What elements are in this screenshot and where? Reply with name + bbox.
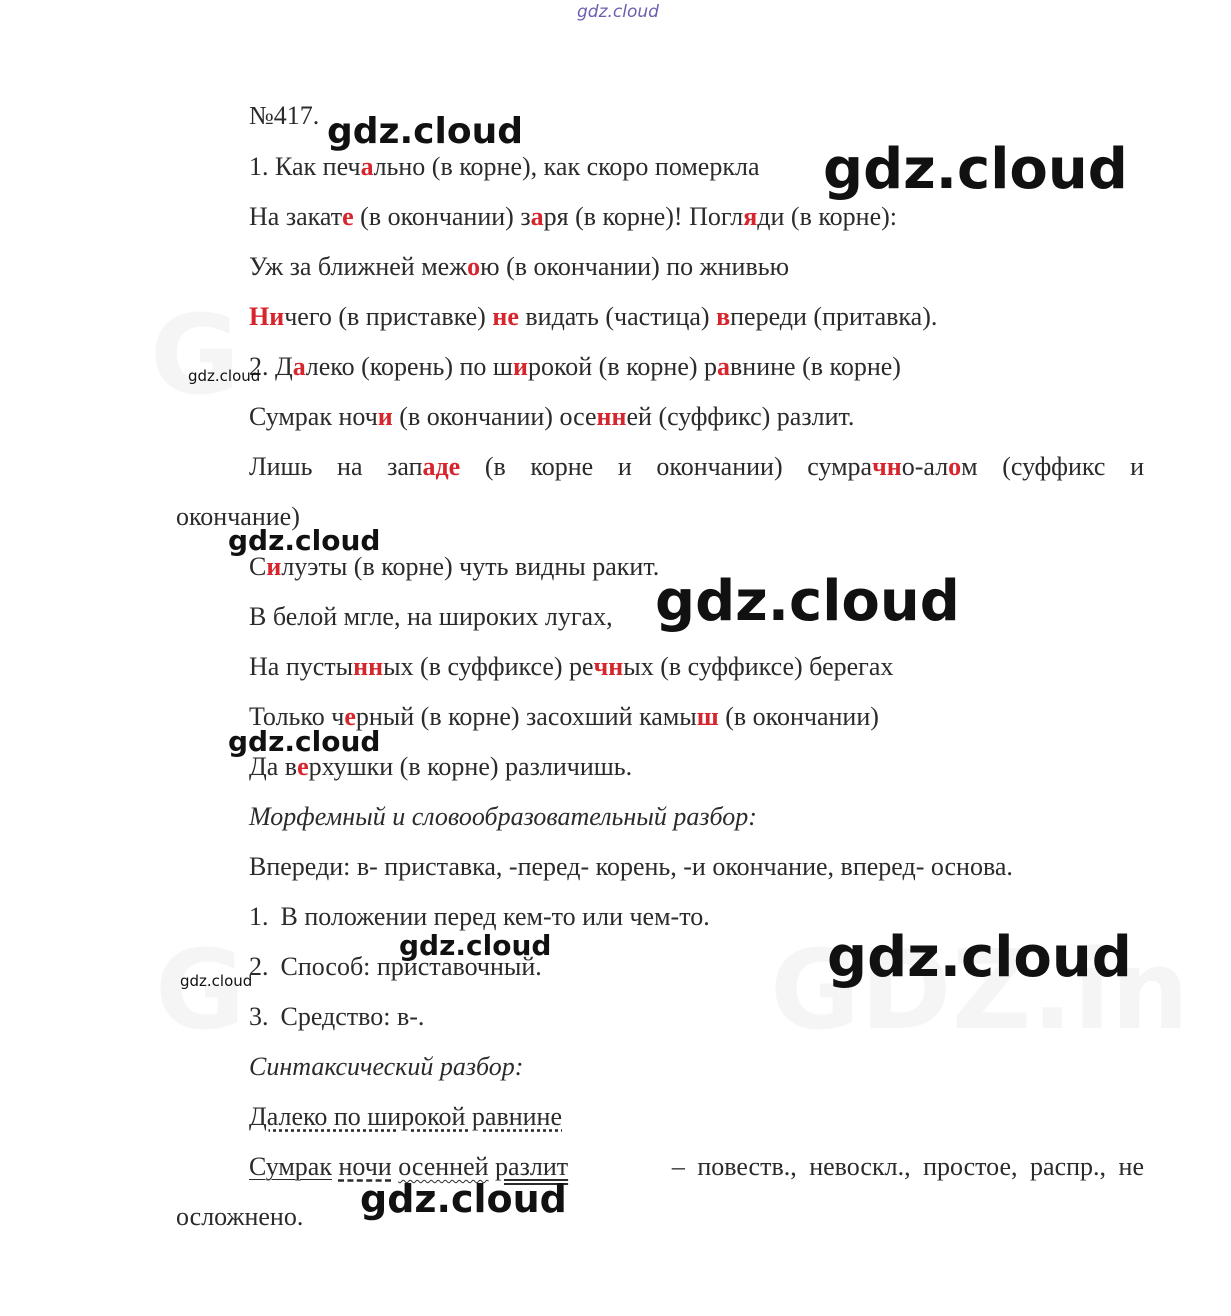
synt-attribute-1: ночи	[338, 1152, 392, 1181]
text-line-2	[249, 202, 897, 232]
text-line-1	[249, 152, 760, 182]
highlighted-letters: аде	[422, 452, 461, 481]
text-line-3	[249, 252, 789, 282]
morph-item-number: 2.	[249, 952, 269, 981]
highlighted-letters: нн	[596, 402, 627, 431]
text-segment: В белой мгле, на широких лугах,	[249, 602, 613, 631]
text-segment: (в окончании)	[718, 702, 879, 731]
highlighted-letters: о	[467, 252, 481, 281]
text-segment: видать (частица)	[518, 302, 717, 331]
text-segment: луэты (в корне) чуть видны ракит.	[281, 552, 660, 581]
text-line-6	[249, 402, 854, 432]
watermark: gdz.cloud	[228, 524, 381, 557]
text-line-9	[249, 602, 613, 632]
morph-item-text: Способ: приставочный.	[280, 952, 542, 981]
highlighted-letters: не	[492, 302, 519, 331]
highlighted-letters: е	[297, 752, 309, 781]
watermark: gdz.cloud	[655, 569, 960, 634]
text-segment: окончание)	[176, 502, 300, 531]
synt-attribute-2: осенней	[398, 1152, 489, 1181]
morph-item-1	[249, 902, 710, 932]
synt-line-1	[249, 1102, 562, 1132]
text-segment: переди (притавка).	[730, 302, 938, 331]
text-segment: Да в	[249, 752, 298, 781]
watermark-small: gdz.cloud	[180, 972, 253, 990]
highlighted-letters: а	[717, 352, 731, 381]
text-segment: о-ал	[901, 452, 949, 481]
morph-item-number: 1.	[249, 902, 269, 931]
text-segment: леко (корень) по ш	[305, 352, 513, 381]
synt-line-3: осложнено.	[176, 1202, 304, 1231]
text-segment: рокой (в корне) р	[527, 352, 718, 381]
synt-description: – повеств., невоскл., простое, распр., не	[659, 1152, 1144, 1181]
highlighted-letters: в	[716, 302, 731, 331]
highlighted-letters: а	[292, 352, 306, 381]
text-segment: ю (в окончании) по жнивью	[480, 252, 790, 281]
text-segment: ря (в корне)! Погл	[543, 202, 744, 231]
text-segment: ей (суффикс) разлит.	[626, 402, 855, 431]
text-segment: 1. Как печ	[249, 152, 361, 181]
text-segment: Сумрак ноч	[249, 402, 378, 431]
text-segment: ых (в суффиксе) ре	[383, 652, 594, 681]
highlighted-letters: чн	[593, 652, 624, 681]
top-watermark: gdz.cloud	[577, 2, 659, 22]
morph-item-number: 3.	[249, 1002, 269, 1031]
morph-item-3	[249, 1002, 424, 1032]
text-segment: рхушки (в корне) различишь.	[308, 752, 633, 781]
highlighted-letters: чн	[872, 452, 902, 481]
text-segment: ди (в корне):	[757, 202, 897, 231]
highlighted-letters: е	[342, 202, 354, 231]
highlighted-letters: Ни	[249, 302, 285, 331]
watermark-small: gdz.cloud	[188, 367, 261, 385]
watermark: gdz.cloud	[360, 1177, 567, 1221]
synt-adverbial-phrase: Далеко по широкой равнине	[249, 1102, 563, 1131]
text-segment: На закат	[249, 202, 343, 231]
text-segment: На пусты	[249, 652, 354, 681]
text-segment: 2. Д	[249, 352, 293, 381]
text-segment: внине (в корне)	[730, 352, 901, 381]
text-segment: Уж за ближней меж	[249, 252, 468, 281]
highlighted-letters: а	[530, 202, 544, 231]
watermark: gdz.cloud	[228, 725, 381, 758]
watermark: gdz.cloud	[827, 925, 1132, 990]
watermark: gdz.cloud	[327, 111, 523, 152]
synt-heading: Синтаксический разбор:	[249, 1052, 524, 1081]
morph-line: Впереди: в- приставка, -перед- корень, -и окончание, вперед- основа.	[249, 852, 1013, 881]
highlighted-letters: и	[377, 402, 393, 431]
text-segment: чего (в приставке)	[284, 302, 493, 331]
morph-heading: Морфемный и словообразовательный разбор:	[249, 802, 757, 831]
text-line-4	[249, 302, 937, 332]
synt-subject: Сумрак	[249, 1152, 332, 1181]
morph-item-text: Средство: в-.	[280, 1002, 425, 1031]
watermark: gdz.cloud	[823, 137, 1128, 202]
text-segment: С	[249, 552, 267, 581]
text-segment: (в корне и окончании) сумра	[460, 452, 873, 481]
text-segment: рный (в корне) засохший камы	[355, 702, 697, 731]
text-line-7	[249, 452, 1144, 482]
text-line-10	[249, 652, 893, 682]
watermark: gdz.cloud	[399, 929, 552, 962]
highlighted-letters: нн	[353, 652, 384, 681]
highlighted-letters: ш	[696, 702, 719, 731]
highlighted-letters: о	[948, 452, 962, 481]
text-segment: Только ч	[249, 702, 345, 731]
morph-item-text: В положении перед кем-то или чем-то.	[280, 902, 710, 931]
highlighted-letters: и	[512, 352, 528, 381]
highlighted-letters: и	[266, 552, 282, 581]
text-segment: ых (в суффиксе) берегах	[623, 652, 894, 681]
highlighted-letters: е	[344, 702, 356, 731]
highlighted-letters: а	[360, 152, 374, 181]
text-line-5	[249, 352, 901, 382]
text-segment: (в окончании) осе	[392, 402, 597, 431]
background-watermark	[155, 935, 245, 1045]
synt-predicate: разлит	[495, 1152, 569, 1181]
text-segment: м (суффикс и	[961, 452, 1144, 481]
highlighted-letters: я	[743, 202, 758, 231]
text-segment: (в окончании) з	[353, 202, 531, 231]
text-segment: Лишь на зап	[249, 452, 423, 481]
exercise-number: №417.	[249, 101, 320, 130]
text-segment: льно (в корне), как скоро померкла	[373, 152, 760, 181]
